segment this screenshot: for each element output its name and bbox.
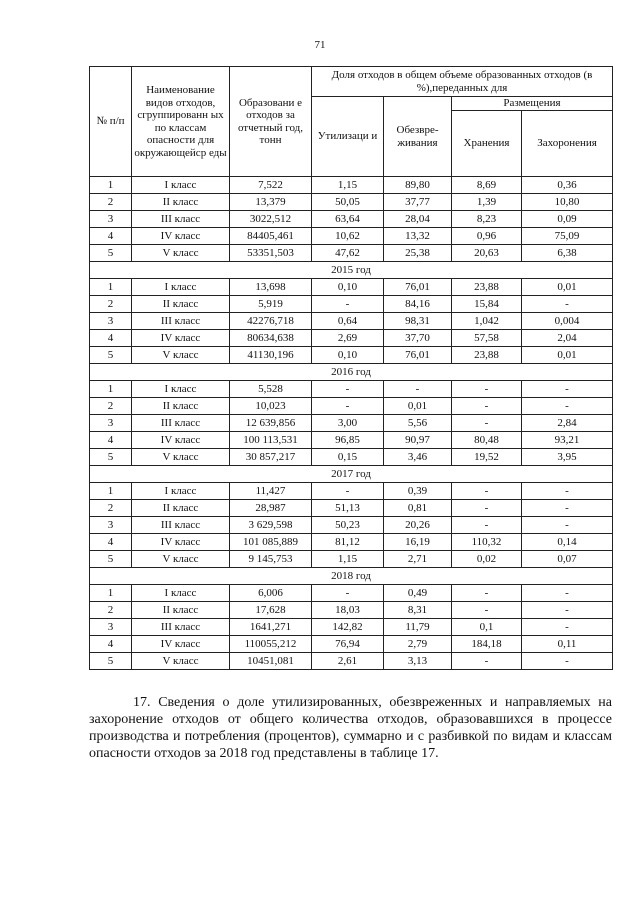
utilization-pct-cell: 1,15	[312, 551, 384, 568]
storage-pct-cell: 8,69	[452, 177, 522, 194]
utilization-pct-cell: 3,00	[312, 415, 384, 432]
table-row	[90, 245, 613, 262]
table-row	[90, 211, 613, 228]
utilization-pct-cell: -	[312, 398, 384, 415]
row-number-cell: 2	[90, 194, 132, 211]
neutralization-pct-cell: 98,31	[384, 313, 452, 330]
burial-pct-cell: -	[522, 585, 613, 602]
table-row	[90, 517, 613, 534]
year-header-row	[90, 262, 613, 279]
neutralization-pct-cell: 76,01	[384, 347, 452, 364]
year-header-row	[90, 364, 613, 381]
burial-pct-cell: -	[522, 653, 613, 670]
utilization-pct-cell: 76,94	[312, 636, 384, 653]
neutralization-pct-cell: 8,31	[384, 602, 452, 619]
row-number-cell: 4	[90, 534, 132, 551]
formed-tonnes-cell: 1641,271	[230, 619, 312, 636]
formed-tonnes-cell: 7,522	[230, 177, 312, 194]
page-number: 71	[314, 39, 326, 51]
storage-pct-cell: 19,52	[452, 449, 522, 466]
neutralization-pct-cell: -	[384, 381, 452, 398]
formed-tonnes-cell: 5,919	[230, 296, 312, 313]
waste-class-cell: III класс	[132, 517, 230, 534]
formed-tonnes-cell: 53351,503	[230, 245, 312, 262]
neutralization-pct-cell: 0,39	[384, 483, 452, 500]
formed-tonnes-cell: 6,006	[230, 585, 312, 602]
table-row	[90, 551, 613, 568]
year-label: 2015 год	[90, 262, 613, 279]
burial-pct-cell: 2,84	[522, 415, 613, 432]
waste-class-cell: III класс	[132, 211, 230, 228]
utilization-pct-cell: 81,12	[312, 534, 384, 551]
year-header-row	[90, 568, 613, 585]
header-storage: Хранения	[452, 111, 522, 177]
storage-pct-cell: -	[452, 517, 522, 534]
burial-pct-cell: 0,01	[522, 347, 613, 364]
storage-pct-cell: -	[452, 585, 522, 602]
formed-tonnes-cell: 100 113,531	[230, 432, 312, 449]
formed-tonnes-cell: 9 145,753	[230, 551, 312, 568]
neutralization-pct-cell: 84,16	[384, 296, 452, 313]
storage-pct-cell: -	[452, 398, 522, 415]
row-number-cell: 3	[90, 313, 132, 330]
waste-class-cell: II класс	[132, 398, 230, 415]
utilization-pct-cell: 47,62	[312, 245, 384, 262]
table-row	[90, 347, 613, 364]
burial-pct-cell: 0,11	[522, 636, 613, 653]
neutralization-pct-cell: 89,80	[384, 177, 452, 194]
table-row	[90, 228, 613, 245]
neutralization-pct-cell: 3,46	[384, 449, 452, 466]
storage-pct-cell: 20,63	[452, 245, 522, 262]
row-number-cell: 5	[90, 347, 132, 364]
waste-class-cell: V класс	[132, 551, 230, 568]
burial-pct-cell: 0,07	[522, 551, 613, 568]
table-row	[90, 398, 613, 415]
header-burial: Захоронения	[522, 111, 613, 177]
burial-pct-cell: 93,21	[522, 432, 613, 449]
waste-class-cell: V класс	[132, 449, 230, 466]
header-utilization: Утилизаци и	[312, 97, 384, 177]
table-row	[90, 415, 613, 432]
utilization-pct-cell: 10,62	[312, 228, 384, 245]
waste-class-cell: III класс	[132, 415, 230, 432]
utilization-pct-cell: 0,15	[312, 449, 384, 466]
neutralization-pct-cell: 2,79	[384, 636, 452, 653]
utilization-pct-cell: 1,15	[312, 177, 384, 194]
table-row	[90, 449, 613, 466]
table-row	[90, 313, 613, 330]
utilization-pct-cell: 50,05	[312, 194, 384, 211]
burial-pct-cell: 0,004	[522, 313, 613, 330]
utilization-pct-cell: 96,85	[312, 432, 384, 449]
table-row	[90, 636, 613, 653]
storage-pct-cell: 23,88	[452, 279, 522, 296]
waste-class-cell: V класс	[132, 347, 230, 364]
row-number-cell: 1	[90, 177, 132, 194]
waste-class-cell: IV класс	[132, 330, 230, 347]
formed-tonnes-cell: 42276,718	[230, 313, 312, 330]
year-label: 2018 год	[90, 568, 613, 585]
utilization-pct-cell: 2,69	[312, 330, 384, 347]
formed-tonnes-cell: 5,528	[230, 381, 312, 398]
storage-pct-cell: 80,48	[452, 432, 522, 449]
header-formed: Образовани е отходов за отчетный год, тонн	[230, 67, 312, 177]
waste-class-cell: II класс	[132, 500, 230, 517]
waste-class-cell: V класс	[132, 653, 230, 670]
neutralization-pct-cell: 11,79	[384, 619, 452, 636]
waste-class-cell: I класс	[132, 483, 230, 500]
storage-pct-cell: 0,96	[452, 228, 522, 245]
row-number-cell: 3	[90, 415, 132, 432]
waste-class-cell: I класс	[132, 279, 230, 296]
formed-tonnes-cell: 3022,512	[230, 211, 312, 228]
waste-class-cell: IV класс	[132, 636, 230, 653]
table-row	[90, 619, 613, 636]
formed-tonnes-cell: 12 639,856	[230, 415, 312, 432]
storage-pct-cell: -	[452, 602, 522, 619]
formed-tonnes-cell: 101 085,889	[230, 534, 312, 551]
utilization-pct-cell: 0,10	[312, 347, 384, 364]
burial-pct-cell: 0,01	[522, 279, 613, 296]
burial-pct-cell: 0,09	[522, 211, 613, 228]
utilization-pct-cell: 50,23	[312, 517, 384, 534]
burial-pct-cell: -	[522, 296, 613, 313]
burial-pct-cell: 0,36	[522, 177, 613, 194]
burial-pct-cell: -	[522, 398, 613, 415]
utilization-pct-cell: -	[312, 585, 384, 602]
storage-pct-cell: 57,58	[452, 330, 522, 347]
waste-class-cell: IV класс	[132, 432, 230, 449]
year-label: 2016 год	[90, 364, 613, 381]
table-row	[90, 296, 613, 313]
header-waste-type: Наименование видов отходов, сгруппированн ых по классам опасности для окружающейср еды	[132, 67, 230, 177]
header-neutralization: Обезвре-живания	[384, 97, 452, 177]
storage-pct-cell: 15,84	[452, 296, 522, 313]
storage-pct-cell: -	[452, 381, 522, 398]
row-number-cell: 4	[90, 330, 132, 347]
waste-class-cell: II класс	[132, 296, 230, 313]
table-row	[90, 483, 613, 500]
storage-pct-cell: 1,042	[452, 313, 522, 330]
row-number-cell: 5	[90, 551, 132, 568]
row-number-cell: 5	[90, 653, 132, 670]
header-share: Доля отходов в общем объеме образованных отходов (в %),переданных для	[312, 67, 613, 97]
table-row	[90, 330, 613, 347]
storage-pct-cell: -	[452, 415, 522, 432]
body-paragraph: 17. Сведения о доле утилизированных, обезвреженных и направляемых на захоронение отходов от общего количества отходов, образовавшихся в процессе производства и потребления (процентов), суммарно и с разбивкой по видам и классам опасности отходов за 2018 год представлены в таблице 17.	[89, 695, 612, 761]
row-number-cell: 1	[90, 483, 132, 500]
formed-tonnes-cell: 17,628	[230, 602, 312, 619]
waste-class-cell: IV класс	[132, 228, 230, 245]
neutralization-pct-cell: 0,01	[384, 398, 452, 415]
row-number-cell: 4	[90, 636, 132, 653]
burial-pct-cell: -	[522, 619, 613, 636]
neutralization-pct-cell: 5,56	[384, 415, 452, 432]
table-row	[90, 653, 613, 670]
waste-class-cell: II класс	[132, 194, 230, 211]
neutralization-pct-cell: 28,04	[384, 211, 452, 228]
burial-pct-cell: 75,09	[522, 228, 613, 245]
formed-tonnes-cell: 84405,461	[230, 228, 312, 245]
table-row	[90, 381, 613, 398]
utilization-pct-cell: 2,61	[312, 653, 384, 670]
row-number-cell: 3	[90, 211, 132, 228]
formed-tonnes-cell: 30 857,217	[230, 449, 312, 466]
row-number-cell: 1	[90, 279, 132, 296]
table-row	[90, 585, 613, 602]
neutralization-pct-cell: 2,71	[384, 551, 452, 568]
table-row	[90, 194, 613, 211]
burial-pct-cell: 0,14	[522, 534, 613, 551]
burial-pct-cell: -	[522, 517, 613, 534]
utilization-pct-cell: -	[312, 296, 384, 313]
row-number-cell: 3	[90, 517, 132, 534]
neutralization-pct-cell: 37,77	[384, 194, 452, 211]
utilization-pct-cell: 142,82	[312, 619, 384, 636]
table-row	[90, 602, 613, 619]
storage-pct-cell: 0,02	[452, 551, 522, 568]
storage-pct-cell: 1,39	[452, 194, 522, 211]
storage-pct-cell: 110,32	[452, 534, 522, 551]
formed-tonnes-cell: 13,379	[230, 194, 312, 211]
table-body	[90, 177, 613, 670]
burial-pct-cell: 3,95	[522, 449, 613, 466]
utilization-pct-cell: 18,03	[312, 602, 384, 619]
row-number-cell: 2	[90, 602, 132, 619]
table-row	[90, 534, 613, 551]
neutralization-pct-cell: 37,70	[384, 330, 452, 347]
storage-pct-cell: 23,88	[452, 347, 522, 364]
storage-pct-cell: -	[452, 483, 522, 500]
formed-tonnes-cell: 10,023	[230, 398, 312, 415]
waste-class-cell: IV класс	[132, 534, 230, 551]
waste-class-cell: II класс	[132, 602, 230, 619]
waste-class-cell: III класс	[132, 619, 230, 636]
formed-tonnes-cell: 11,427	[230, 483, 312, 500]
utilization-pct-cell: 0,10	[312, 279, 384, 296]
row-number-cell: 3	[90, 619, 132, 636]
neutralization-pct-cell: 0,81	[384, 500, 452, 517]
year-label: 2017 год	[90, 466, 613, 483]
table-row	[90, 177, 613, 194]
formed-tonnes-cell: 41130,196	[230, 347, 312, 364]
burial-pct-cell: -	[522, 602, 613, 619]
waste-class-cell: I класс	[132, 585, 230, 602]
neutralization-pct-cell: 0,49	[384, 585, 452, 602]
formed-tonnes-cell: 3 629,598	[230, 517, 312, 534]
burial-pct-cell: 10,80	[522, 194, 613, 211]
waste-class-cell: I класс	[132, 177, 230, 194]
utilization-pct-cell: 51,13	[312, 500, 384, 517]
row-number-cell: 2	[90, 398, 132, 415]
neutralization-pct-cell: 16,19	[384, 534, 452, 551]
utilization-pct-cell: -	[312, 483, 384, 500]
row-number-cell: 1	[90, 585, 132, 602]
storage-pct-cell: 184,18	[452, 636, 522, 653]
burial-pct-cell: -	[522, 500, 613, 517]
formed-tonnes-cell: 13,698	[230, 279, 312, 296]
formed-tonnes-cell: 28,987	[230, 500, 312, 517]
utilization-pct-cell: 63,64	[312, 211, 384, 228]
storage-pct-cell: -	[452, 653, 522, 670]
row-number-cell: 2	[90, 296, 132, 313]
formed-tonnes-cell: 10451,081	[230, 653, 312, 670]
neutralization-pct-cell: 76,01	[384, 279, 452, 296]
utilization-pct-cell: 0,64	[312, 313, 384, 330]
row-number-cell: 5	[90, 449, 132, 466]
storage-pct-cell: 8,23	[452, 211, 522, 228]
waste-class-cell: III класс	[132, 313, 230, 330]
neutralization-pct-cell: 25,38	[384, 245, 452, 262]
table-row	[90, 432, 613, 449]
row-number-cell: 1	[90, 381, 132, 398]
table-row	[90, 279, 613, 296]
utilization-pct-cell: -	[312, 381, 384, 398]
storage-pct-cell: 0,1	[452, 619, 522, 636]
burial-pct-cell: -	[522, 483, 613, 500]
row-number-cell: 5	[90, 245, 132, 262]
neutralization-pct-cell: 13,32	[384, 228, 452, 245]
neutralization-pct-cell: 3,13	[384, 653, 452, 670]
waste-share-table	[89, 66, 613, 670]
burial-pct-cell: 2,04	[522, 330, 613, 347]
burial-pct-cell: -	[522, 381, 613, 398]
storage-pct-cell: -	[452, 500, 522, 517]
row-number-cell: 4	[90, 228, 132, 245]
waste-class-cell: I класс	[132, 381, 230, 398]
header-num: № п/п	[90, 67, 132, 177]
formed-tonnes-cell: 110055,212	[230, 636, 312, 653]
waste-class-cell: V класс	[132, 245, 230, 262]
header-disposal: Размещения	[452, 97, 613, 111]
table-row	[90, 500, 613, 517]
year-header-row	[90, 466, 613, 483]
neutralization-pct-cell: 20,26	[384, 517, 452, 534]
row-number-cell: 4	[90, 432, 132, 449]
formed-tonnes-cell: 80634,638	[230, 330, 312, 347]
burial-pct-cell: 6,38	[522, 245, 613, 262]
neutralization-pct-cell: 90,97	[384, 432, 452, 449]
row-number-cell: 2	[90, 500, 132, 517]
